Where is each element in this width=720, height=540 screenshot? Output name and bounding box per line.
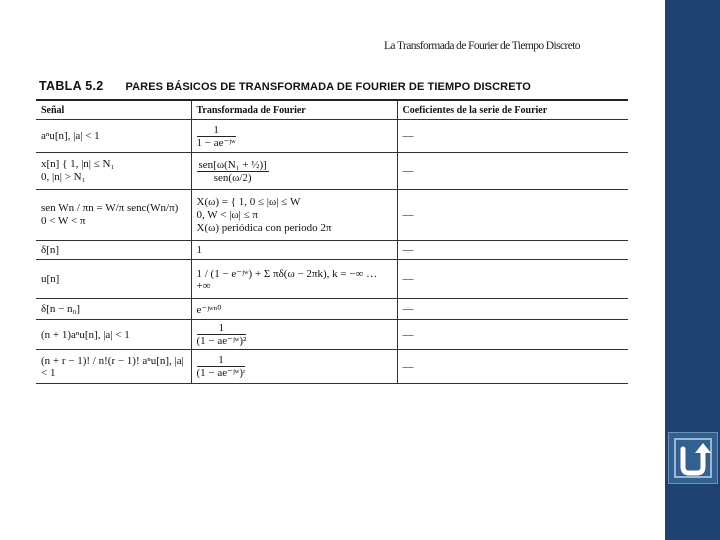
table-row xyxy=(36,190,628,241)
numerator: 1 xyxy=(197,124,236,137)
transform-line: 0, W < |ω| ≤ π xyxy=(196,208,258,221)
table-row xyxy=(36,241,628,260)
coef-cell: — xyxy=(397,241,628,260)
table-row xyxy=(36,320,628,350)
signal-cell: δ[n] xyxy=(36,241,191,260)
transform-cell xyxy=(191,350,397,384)
transform-cell: e⁻ʲʷⁿ⁰ xyxy=(191,299,397,320)
header-signal: Señal xyxy=(36,101,191,120)
signal-cell: (n + 1)aⁿu[n], |a| < 1 xyxy=(36,320,191,350)
table-heading xyxy=(36,79,628,101)
header-transform: Transformada de Fourier xyxy=(191,101,397,120)
transform-cell: 1 / (1 − e⁻ʲʷ) + Σ πδ(ω − 2πk), k = −∞ … +∞ xyxy=(191,260,397,299)
transform-line: X(ω) periódica con periodo 2π xyxy=(196,221,332,234)
transform-cell: 1 xyxy=(191,241,397,260)
transform-cell xyxy=(191,190,397,241)
table-caption: PARES BÁSICOS DE TRANSFORMADA DE FOURIER DE TIEMPO DISCRETO xyxy=(125,81,531,93)
transform-cell xyxy=(191,320,397,350)
signal-line: x[n] { 1, |n| ≤ N₁ xyxy=(41,158,115,170)
pairs-table xyxy=(36,101,628,384)
coef-cell: — xyxy=(397,320,628,350)
table-row xyxy=(36,350,628,384)
return-button[interactable] xyxy=(668,432,718,484)
fraction xyxy=(197,124,236,149)
fraction xyxy=(197,159,269,184)
fraction xyxy=(197,322,247,347)
transform-line: X(ω) = { 1, 0 ≤ |ω| ≤ W xyxy=(196,195,301,208)
signal-cell: u[n] xyxy=(36,260,191,299)
signal-cell xyxy=(36,153,191,190)
coef-cell: — xyxy=(397,190,628,241)
denominator: (1 − ae⁻ʲʷ)ʳ xyxy=(196,367,246,379)
signal-line: 0 < W < π xyxy=(41,215,86,227)
coef-cell: — xyxy=(397,299,628,320)
numerator: 1 xyxy=(197,322,247,335)
fraction xyxy=(197,354,246,379)
table-row xyxy=(36,153,628,190)
denominator: sen(ω/2) xyxy=(213,171,252,184)
return-arrow-icon xyxy=(669,433,717,483)
denominator: 1 − ae⁻ʲʷ xyxy=(196,136,236,149)
signal-line: sen Wn / πn = W/π senc(Wn/π) xyxy=(41,202,179,214)
fourier-table xyxy=(36,79,628,384)
header-coefficients: Coeficientes de la serie de Fourier xyxy=(397,101,628,120)
coef-cell: — xyxy=(397,120,628,153)
header-row xyxy=(36,101,628,120)
coef-cell: — xyxy=(397,153,628,190)
signal-line: 0, |n| > N₁ xyxy=(41,171,86,183)
signal-cell: aⁿu[n], |a| < 1 xyxy=(36,120,191,153)
slide-title: La Transformada de Fourier de Tiempo Discreto xyxy=(384,40,580,52)
signal-cell: δ[n − n₀] xyxy=(36,299,191,320)
coef-cell: — xyxy=(397,350,628,384)
table-row xyxy=(36,120,628,153)
denominator: (1 − ae⁻ʲʷ)² xyxy=(196,335,247,347)
transform-cell xyxy=(191,120,397,153)
numerator: 1 xyxy=(197,354,246,367)
signal-cell: (n + r − 1)! / n!(r − 1)! aⁿu[n], |a| < 1 xyxy=(36,350,191,384)
numerator: sen[ω(N₁ + ½)] xyxy=(198,158,267,171)
transform-cell xyxy=(191,153,397,190)
table-row xyxy=(36,260,628,299)
signal-cell xyxy=(36,190,191,241)
table-row xyxy=(36,299,628,320)
coef-cell: — xyxy=(397,260,628,299)
table-number: TABLA 5.2 xyxy=(39,79,104,93)
